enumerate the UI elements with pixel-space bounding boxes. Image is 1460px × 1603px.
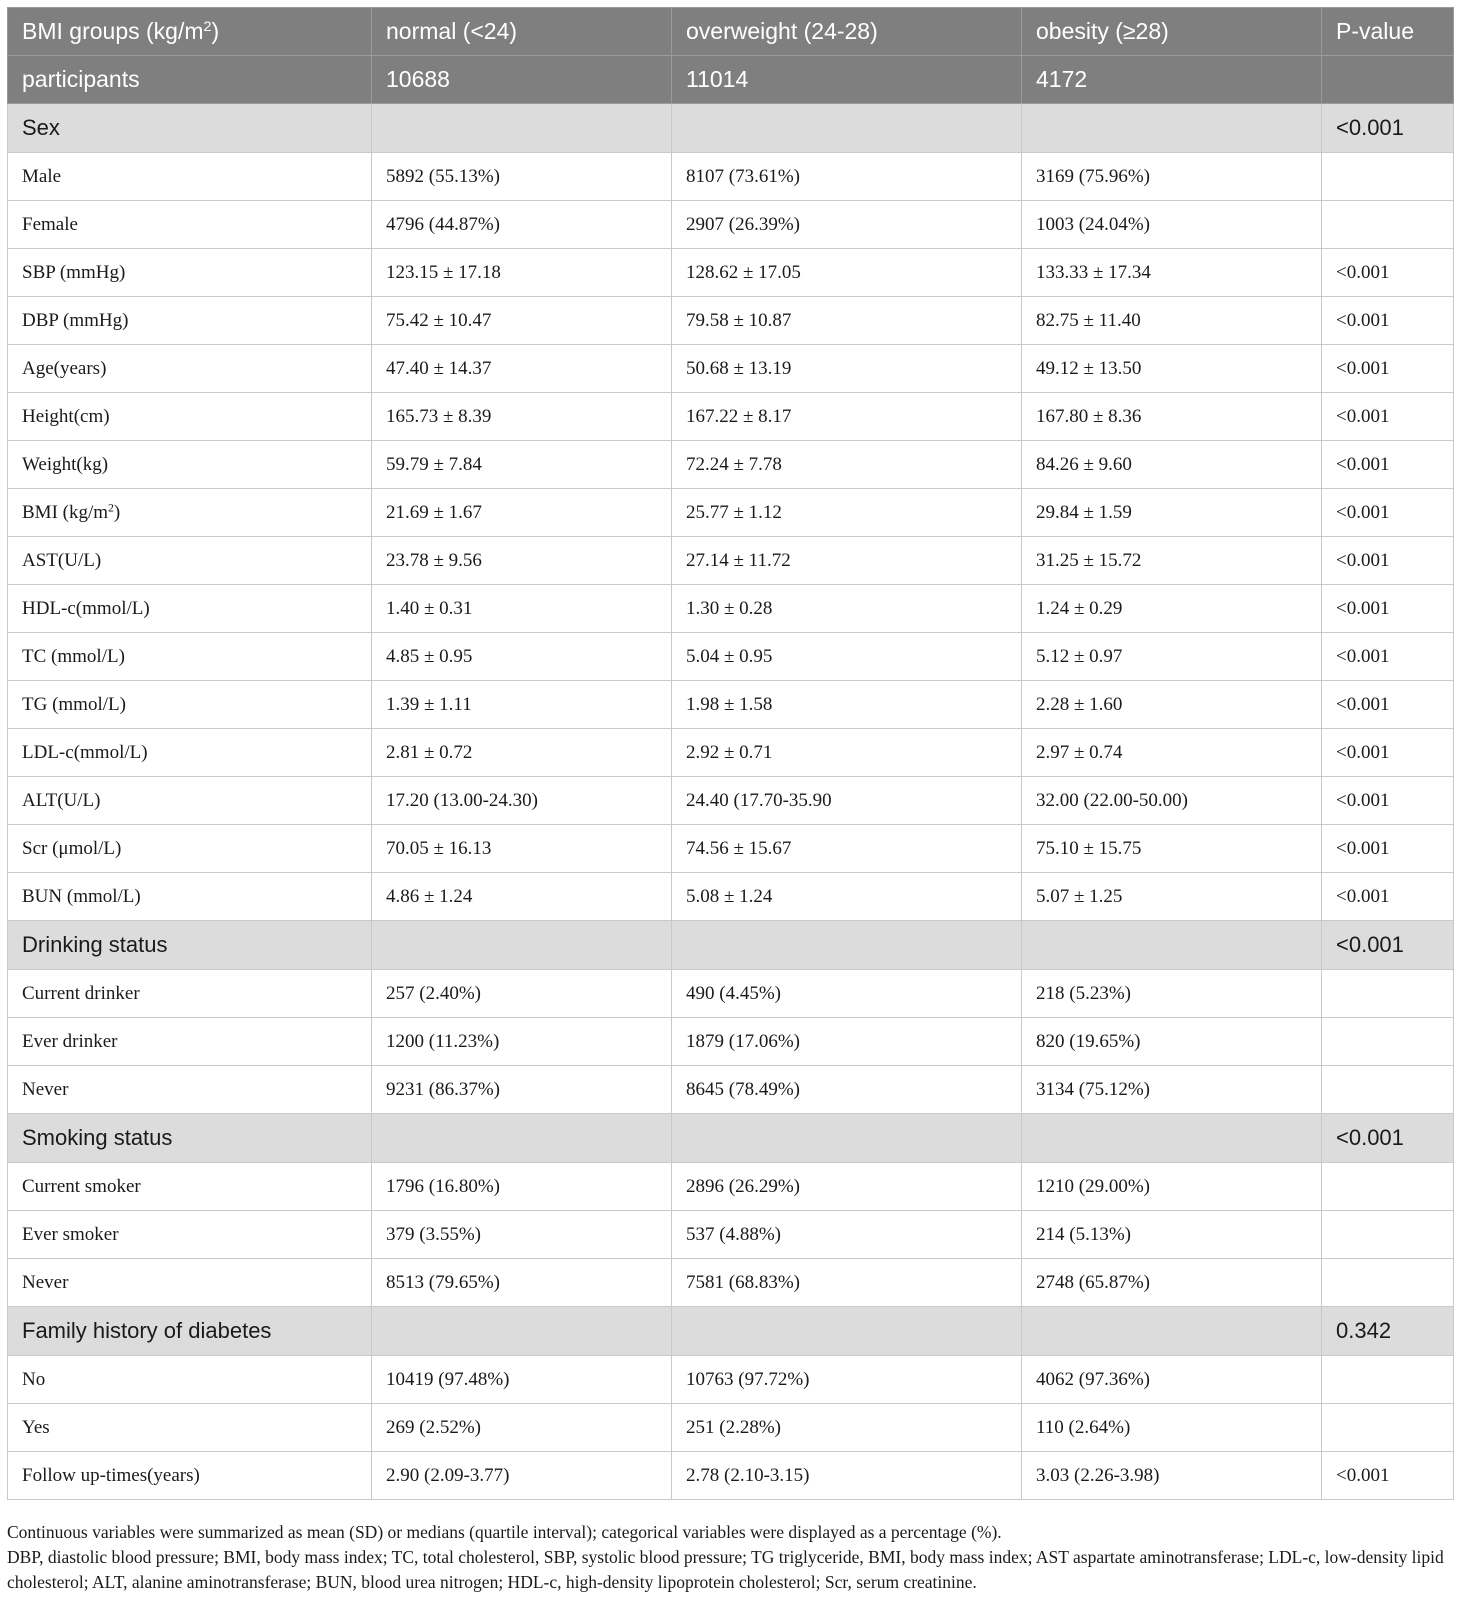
row-label: Scr (μmol/L): [8, 825, 372, 873]
cell-pvalue: <0.001: [1322, 1452, 1454, 1500]
cell-pvalue: [1322, 1066, 1454, 1114]
table-row: [8, 201, 1454, 249]
cell-overweight: 74.56 ± 15.67: [672, 825, 1022, 873]
cell-normal: 123.15 ± 17.18: [372, 249, 672, 297]
cell-obesity: 1.24 ± 0.29: [1022, 585, 1322, 633]
cell-pvalue: <0.001: [1322, 921, 1454, 970]
cell-obesity: 5.12 ± 0.97: [1022, 633, 1322, 681]
cell-normal: 1.39 ± 1.11: [372, 681, 672, 729]
cell-overweight: 1879 (17.06%): [672, 1018, 1022, 1066]
table-notes: [7, 1520, 1453, 1595]
cell-overweight: 1.98 ± 1.58: [672, 681, 1022, 729]
cell-obesity: 167.80 ± 8.36: [1022, 393, 1322, 441]
participants-label: participants: [8, 56, 372, 104]
cell-normal: [372, 104, 672, 153]
row-label: BUN (mmol/L): [8, 873, 372, 921]
table-row: [8, 441, 1454, 489]
row-label: ALT(U/L): [8, 777, 372, 825]
cell-pvalue: <0.001: [1322, 1114, 1454, 1163]
cell-overweight: 2.78 (2.10-3.15): [672, 1452, 1022, 1500]
cell-normal: 4.86 ± 1.24: [372, 873, 672, 921]
cell-obesity: [1022, 1307, 1322, 1356]
cell-normal: 10419 (97.48%): [372, 1356, 672, 1404]
cell-obesity: 110 (2.64%): [1022, 1404, 1322, 1452]
table-row: [8, 1356, 1454, 1404]
participants-obesity: 4172: [1022, 56, 1322, 104]
bmi-characteristics-table: [7, 7, 1454, 1500]
cell-obesity: 29.84 ± 1.59: [1022, 489, 1322, 537]
row-label: No: [8, 1356, 372, 1404]
cell-obesity: 82.75 ± 11.40: [1022, 297, 1322, 345]
cell-normal: 1.40 ± 0.31: [372, 585, 672, 633]
cell-overweight: 2.92 ± 0.71: [672, 729, 1022, 777]
participants-row: [8, 56, 1454, 104]
cell-pvalue: [1322, 1018, 1454, 1066]
table-row: [8, 537, 1454, 585]
cell-normal: 21.69 ± 1.67: [372, 489, 672, 537]
cell-overweight: 128.62 ± 17.05: [672, 249, 1022, 297]
cell-normal: 59.79 ± 7.84: [372, 441, 672, 489]
cell-normal: 5892 (55.13%): [372, 153, 672, 201]
table-row: [8, 970, 1454, 1018]
header-normal: normal (<24): [372, 8, 672, 56]
cell-obesity: [1022, 1114, 1322, 1163]
cell-overweight: 5.08 ± 1.24: [672, 873, 1022, 921]
row-label: Sex: [8, 104, 372, 153]
cell-pvalue: <0.001: [1322, 393, 1454, 441]
cell-overweight: 8107 (73.61%): [672, 153, 1022, 201]
cell-obesity: 1003 (24.04%): [1022, 201, 1322, 249]
table-row: [8, 1211, 1454, 1259]
cell-obesity: 49.12 ± 13.50: [1022, 345, 1322, 393]
participants-pvalue: [1322, 56, 1454, 104]
cell-pvalue: <0.001: [1322, 345, 1454, 393]
table-row: [8, 777, 1454, 825]
cell-normal: 269 (2.52%): [372, 1404, 672, 1452]
table-row: [8, 393, 1454, 441]
row-label: BMI $(kg/m^2)$: [8, 489, 372, 537]
cell-pvalue: <0.001: [1322, 489, 1454, 537]
row-label: TC (mmol/L): [8, 633, 372, 681]
cell-normal: 23.78 ± 9.56: [372, 537, 672, 585]
cell-pvalue: [1322, 201, 1454, 249]
cell-normal: 4796 (44.87%): [372, 201, 672, 249]
cell-obesity: 5.07 ± 1.25: [1022, 873, 1322, 921]
table-row: [8, 1018, 1454, 1066]
cell-normal: [372, 1114, 672, 1163]
cell-pvalue: <0.001: [1322, 104, 1454, 153]
participants-normal: 10688: [372, 56, 672, 104]
cell-pvalue: <0.001: [1322, 777, 1454, 825]
cell-normal: 1796 (16.80%): [372, 1163, 672, 1211]
cell-obesity: 820 (19.65%): [1022, 1018, 1322, 1066]
row-label: Height(cm): [8, 393, 372, 441]
table-row: [8, 825, 1454, 873]
cell-overweight: [672, 104, 1022, 153]
cell-pvalue: <0.001: [1322, 681, 1454, 729]
cell-pvalue: [1322, 153, 1454, 201]
row-label: Weight(kg): [8, 441, 372, 489]
cell-overweight: 7581 (68.83%): [672, 1259, 1022, 1307]
cell-obesity: 4062 (97.36%): [1022, 1356, 1322, 1404]
row-label: Drinking status: [8, 921, 372, 970]
cell-overweight: 490 (4.45%): [672, 970, 1022, 1018]
table-row: [8, 249, 1454, 297]
cell-obesity: [1022, 921, 1322, 970]
header-overweight: overweight (24-28): [672, 8, 1022, 56]
cell-obesity: 3134 (75.12%): [1022, 1066, 1322, 1114]
cell-overweight: [672, 1114, 1022, 1163]
cell-normal: 8513 (79.65%): [372, 1259, 672, 1307]
row-label: Current smoker: [8, 1163, 372, 1211]
cell-pvalue: <0.001: [1322, 825, 1454, 873]
row-label: LDL-c(mmol/L): [8, 729, 372, 777]
row-label: Never: [8, 1066, 372, 1114]
row-label: DBP (mmHg): [8, 297, 372, 345]
cell-overweight: 27.14 ± 11.72: [672, 537, 1022, 585]
cell-normal: 4.85 ± 0.95: [372, 633, 672, 681]
row-label: Yes: [8, 1404, 372, 1452]
cell-pvalue: [1322, 1356, 1454, 1404]
cell-pvalue: [1322, 1404, 1454, 1452]
row-label: Female: [8, 201, 372, 249]
table-row: [8, 153, 1454, 201]
cell-normal: 70.05 ± 16.13: [372, 825, 672, 873]
cell-overweight: 72.24 ± 7.78: [672, 441, 1022, 489]
header-bmi-groups: BMI groups $(kg/m^2)$: [8, 8, 372, 56]
cell-normal: 1200 (11.23%): [372, 1018, 672, 1066]
cell-overweight: 2896 (26.29%): [672, 1163, 1022, 1211]
cell-obesity: 214 (5.13%): [1022, 1211, 1322, 1259]
table-row: [8, 345, 1454, 393]
cell-normal: 165.73 ± 8.39: [372, 393, 672, 441]
table-body: [8, 104, 1454, 1500]
cell-obesity: 1210 (29.00%): [1022, 1163, 1322, 1211]
cell-normal: 17.20 (13.00-24.30): [372, 777, 672, 825]
cell-pvalue: <0.001: [1322, 729, 1454, 777]
cell-overweight: [672, 921, 1022, 970]
cell-normal: 9231 (86.37%): [372, 1066, 672, 1114]
cell-obesity: 2.28 ± 1.60: [1022, 681, 1322, 729]
table-row: [8, 1259, 1454, 1307]
cell-overweight: 5.04 ± 0.95: [672, 633, 1022, 681]
cell-overweight: 10763 (97.72%): [672, 1356, 1022, 1404]
cell-overweight: 79.58 ± 10.87: [672, 297, 1022, 345]
table-row: [8, 1163, 1454, 1211]
row-label: Never: [8, 1259, 372, 1307]
cell-overweight: 1.30 ± 0.28: [672, 585, 1022, 633]
cell-pvalue: <0.001: [1322, 441, 1454, 489]
cell-normal: 379 (3.55%): [372, 1211, 672, 1259]
note-line-2: DBP, diastolic blood pressure; BMI, body mass index; TC, total cholesterol, SBP, systolic blood pressure; TG triglyceride, BMI, body mass index; AST aspartate aminotransferase; LDL-c, low-density lipid cholesterol; ALT, alanine aminotransferase; BUN, blood urea nitrogen; HDL-c, high-density lipoprotein cholesterol; Scr, serum creatinine.: [7, 1547, 1444, 1592]
table-row: [8, 873, 1454, 921]
cell-normal: 75.42 ± 10.47: [372, 297, 672, 345]
row-label: Age(years): [8, 345, 372, 393]
cell-pvalue: [1322, 1163, 1454, 1211]
row-label: SBP (mmHg): [8, 249, 372, 297]
table-row: [8, 297, 1454, 345]
group-row: [8, 1114, 1454, 1163]
header-row: [8, 8, 1454, 56]
table-row: [8, 489, 1454, 537]
row-label: Ever smoker: [8, 1211, 372, 1259]
cell-pvalue: <0.001: [1322, 249, 1454, 297]
cell-overweight: 537 (4.88%): [672, 1211, 1022, 1259]
cell-normal: 47.40 ± 14.37: [372, 345, 672, 393]
cell-pvalue: [1322, 1259, 1454, 1307]
cell-overweight: 251 (2.28%): [672, 1404, 1022, 1452]
cell-overweight: 2907 (26.39%): [672, 201, 1022, 249]
cell-overweight: 8645 (78.49%): [672, 1066, 1022, 1114]
cell-pvalue: <0.001: [1322, 873, 1454, 921]
row-label: Male: [8, 153, 372, 201]
participants-overweight: 11014: [672, 56, 1022, 104]
cell-obesity: 2748 (65.87%): [1022, 1259, 1322, 1307]
cell-pvalue: <0.001: [1322, 633, 1454, 681]
table-row: [8, 729, 1454, 777]
row-label: Follow up-times(years): [8, 1452, 372, 1500]
table-row: [8, 1452, 1454, 1500]
row-label: HDL-c(mmol/L): [8, 585, 372, 633]
cell-obesity: 2.97 ± 0.74: [1022, 729, 1322, 777]
row-label: TG (mmol/L): [8, 681, 372, 729]
cell-normal: 2.81 ± 0.72: [372, 729, 672, 777]
cell-pvalue: <0.001: [1322, 297, 1454, 345]
cell-obesity: [1022, 104, 1322, 153]
cell-pvalue: [1322, 970, 1454, 1018]
group-row: [8, 921, 1454, 970]
header-pvalue: P-value: [1322, 8, 1454, 56]
cell-pvalue: [1322, 1211, 1454, 1259]
cell-obesity: 133.33 ± 17.34: [1022, 249, 1322, 297]
table-container: [7, 7, 1453, 1500]
cell-overweight: 24.40 (17.70-35.90: [672, 777, 1022, 825]
header-obesity: obesity (≥28): [1022, 8, 1322, 56]
cell-overweight: [672, 1307, 1022, 1356]
cell-obesity: 31.25 ± 15.72: [1022, 537, 1322, 585]
cell-normal: 257 (2.40%): [372, 970, 672, 1018]
cell-pvalue: <0.001: [1322, 537, 1454, 585]
row-label: Ever drinker: [8, 1018, 372, 1066]
cell-pvalue: <0.001: [1322, 585, 1454, 633]
cell-overweight: 50.68 ± 13.19: [672, 345, 1022, 393]
cell-obesity: 3.03 (2.26-3.98): [1022, 1452, 1322, 1500]
row-label: Current drinker: [8, 970, 372, 1018]
cell-overweight: 167.22 ± 8.17: [672, 393, 1022, 441]
group-row: [8, 1307, 1454, 1356]
cell-obesity: 218 (5.23%): [1022, 970, 1322, 1018]
cell-overweight: 25.77 ± 1.12: [672, 489, 1022, 537]
row-label: Smoking status: [8, 1114, 372, 1163]
row-label: AST(U/L): [8, 537, 372, 585]
row-label: Family history of diabetes: [8, 1307, 372, 1356]
cell-obesity: 75.10 ± 15.75: [1022, 825, 1322, 873]
cell-pvalue: 0.342: [1322, 1307, 1454, 1356]
table-row: [8, 1404, 1454, 1452]
group-row: [8, 104, 1454, 153]
cell-normal: [372, 1307, 672, 1356]
table-row: [8, 633, 1454, 681]
cell-normal: [372, 921, 672, 970]
note-line-1: Continuous variables were summarized as mean (SD) or medians (quartile interval); categorical variables were displayed as a percentage (%).: [7, 1522, 1002, 1542]
table-row: [8, 1066, 1454, 1114]
table-row: [8, 681, 1454, 729]
cell-normal: 2.90 (2.09-3.77): [372, 1452, 672, 1500]
cell-obesity: 84.26 ± 9.60: [1022, 441, 1322, 489]
table-row: [8, 585, 1454, 633]
cell-obesity: 32.00 (22.00-50.00): [1022, 777, 1322, 825]
cell-obesity: 3169 (75.96%): [1022, 153, 1322, 201]
